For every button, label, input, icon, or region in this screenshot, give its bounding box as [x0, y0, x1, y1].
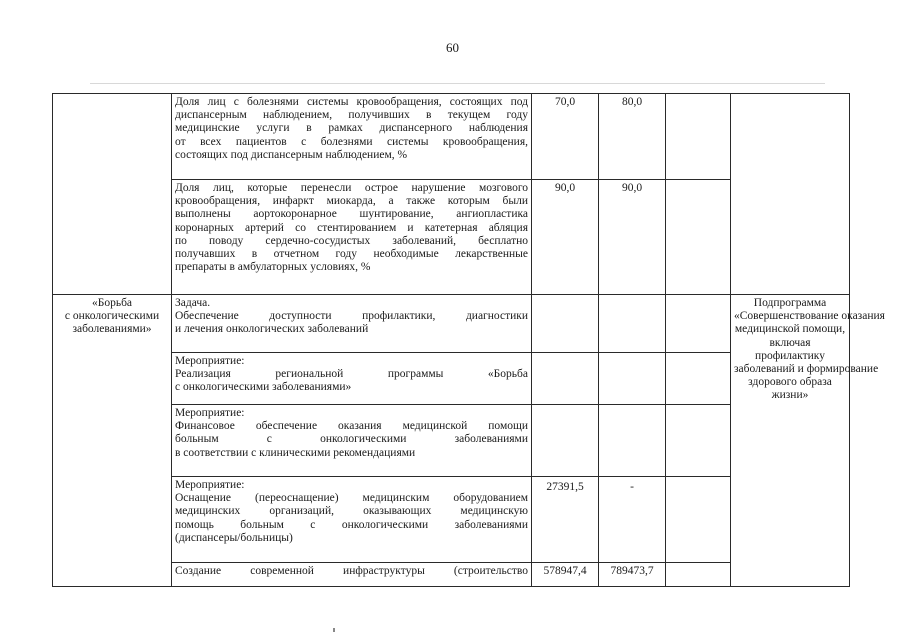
text-line: Мероприятие: — [175, 407, 245, 419]
empty-cell — [666, 180, 731, 295]
text-line: (диспансеры/больницы) — [175, 531, 293, 544]
text-line: Обеспечение доступности профилактики, диагностики — [175, 310, 528, 323]
text-line: Доля лиц с болезнями системы кровообращения, состоящих под — [175, 96, 528, 108]
value-year-1: 90,0 — [532, 180, 599, 295]
text-line: Оснащение (переоснащение) медицинским оборудованием — [175, 492, 528, 505]
section-cell-empty — [53, 94, 172, 295]
text-line: Задача. — [175, 297, 211, 309]
subprogram-line: «Совершенствование оказания — [734, 310, 885, 323]
text-line: получавших в отчетном году необходимые лекарственные — [175, 248, 528, 261]
subprogram-line: включая профилактику — [755, 336, 825, 362]
table-row — [53, 295, 850, 353]
subprogram-line: здорового образа жизни» — [748, 376, 832, 402]
text-line: состоящих под диспансерным наблюдением, % — [175, 148, 408, 161]
text-line: и лечения онкологических заболеваний — [175, 323, 369, 336]
subprogram-line: медицинской помощи, — [734, 323, 846, 336]
value-year-2: 90,0 — [599, 180, 666, 295]
text-line: Мероприятие: — [175, 479, 245, 491]
text-line: Мероприятие: — [175, 355, 245, 367]
text-line: медицинские услуги в рамках диспансерного наблюдения — [175, 122, 528, 135]
value-year-2 — [599, 353, 666, 405]
indicator-description — [172, 94, 532, 180]
empty-cell — [666, 405, 731, 477]
text-line: с онкологическими заболеваниями» — [175, 381, 352, 394]
value-year-2: 80,0 — [599, 94, 666, 180]
value-year-1: 578947,4 — [532, 563, 599, 587]
text-line: Реализация региональной программы «Борьба — [175, 368, 528, 381]
text-line: медицинских организаций, оказывающих медицинскую — [175, 505, 528, 518]
table-row — [53, 563, 850, 587]
indicator-description — [172, 180, 532, 295]
subprogram-cell — [731, 295, 885, 587]
section-title-line: с онкологическими — [64, 310, 160, 323]
text-line: в соответствии с клиническими рекомендациями — [175, 446, 416, 459]
section-title-cell — [53, 295, 172, 587]
text-line: кровообращения, инфаркт миокарда, а также которым были — [175, 195, 528, 208]
text-line: диспансерным наблюдением, получивших в текущем году — [175, 109, 528, 122]
table-row — [53, 477, 850, 563]
value-year-1 — [532, 405, 599, 477]
empty-cell — [666, 94, 731, 180]
subprogram-line: заболеваний и формирование — [734, 363, 879, 376]
value-year-1: 70,0 — [532, 94, 599, 180]
header-rule — [90, 83, 825, 84]
value-year-1 — [532, 353, 599, 405]
text-line: Создание современной инфраструктуры (строительство — [175, 565, 528, 577]
text-line: коронарных артерий со стентированием и катетерная абляция — [175, 221, 528, 234]
subprogram-cell-empty — [731, 94, 850, 295]
section-title-line: заболеваниями» — [72, 323, 152, 336]
table-row — [53, 353, 850, 405]
subprogram-line: Подпрограмма — [753, 297, 827, 309]
value-year-2 — [599, 405, 666, 477]
program-table — [52, 93, 885, 587]
activity-description — [172, 563, 532, 587]
value-year-2: - — [599, 477, 666, 563]
table-row — [53, 180, 850, 295]
empty-cell — [666, 477, 731, 563]
value-year-1: 27391,5 — [532, 477, 599, 563]
value-year-2: 789473,7 — [599, 563, 666, 587]
scan-artifact — [333, 628, 335, 632]
text-line: Доля лиц, которые перенесли острое нарушение мозгового — [175, 182, 528, 194]
text-line: выполнены аортокоронарное шунтирование, ангиопластика — [175, 208, 528, 221]
empty-cell — [666, 563, 731, 587]
empty-cell — [666, 353, 731, 405]
text-line: препараты в амбулаторных условиях, % — [175, 261, 371, 274]
activity-description — [172, 353, 532, 405]
table-row — [53, 405, 850, 477]
value-year-1 — [532, 295, 599, 353]
section-title-line: «Борьба — [91, 297, 133, 309]
table-row — [53, 94, 850, 180]
task-description — [172, 295, 532, 353]
text-line: больным с онкологическими заболеваниями — [175, 433, 528, 446]
text-line: по поводу сердечно-сосудистых заболеваний, бесплатно — [175, 234, 528, 247]
activity-description — [172, 405, 532, 477]
activity-description — [172, 477, 532, 563]
text-line: от всех пациентов с болезнями системы кровообращения, — [175, 135, 528, 148]
page-number: 60 — [446, 40, 459, 55]
empty-cell — [666, 295, 731, 353]
value-year-2 — [599, 295, 666, 353]
text-line: помощь больным с онкологическими заболеваниями — [175, 518, 528, 531]
text-line: Финансовое обеспечение оказания медицинской помощи — [175, 420, 528, 433]
